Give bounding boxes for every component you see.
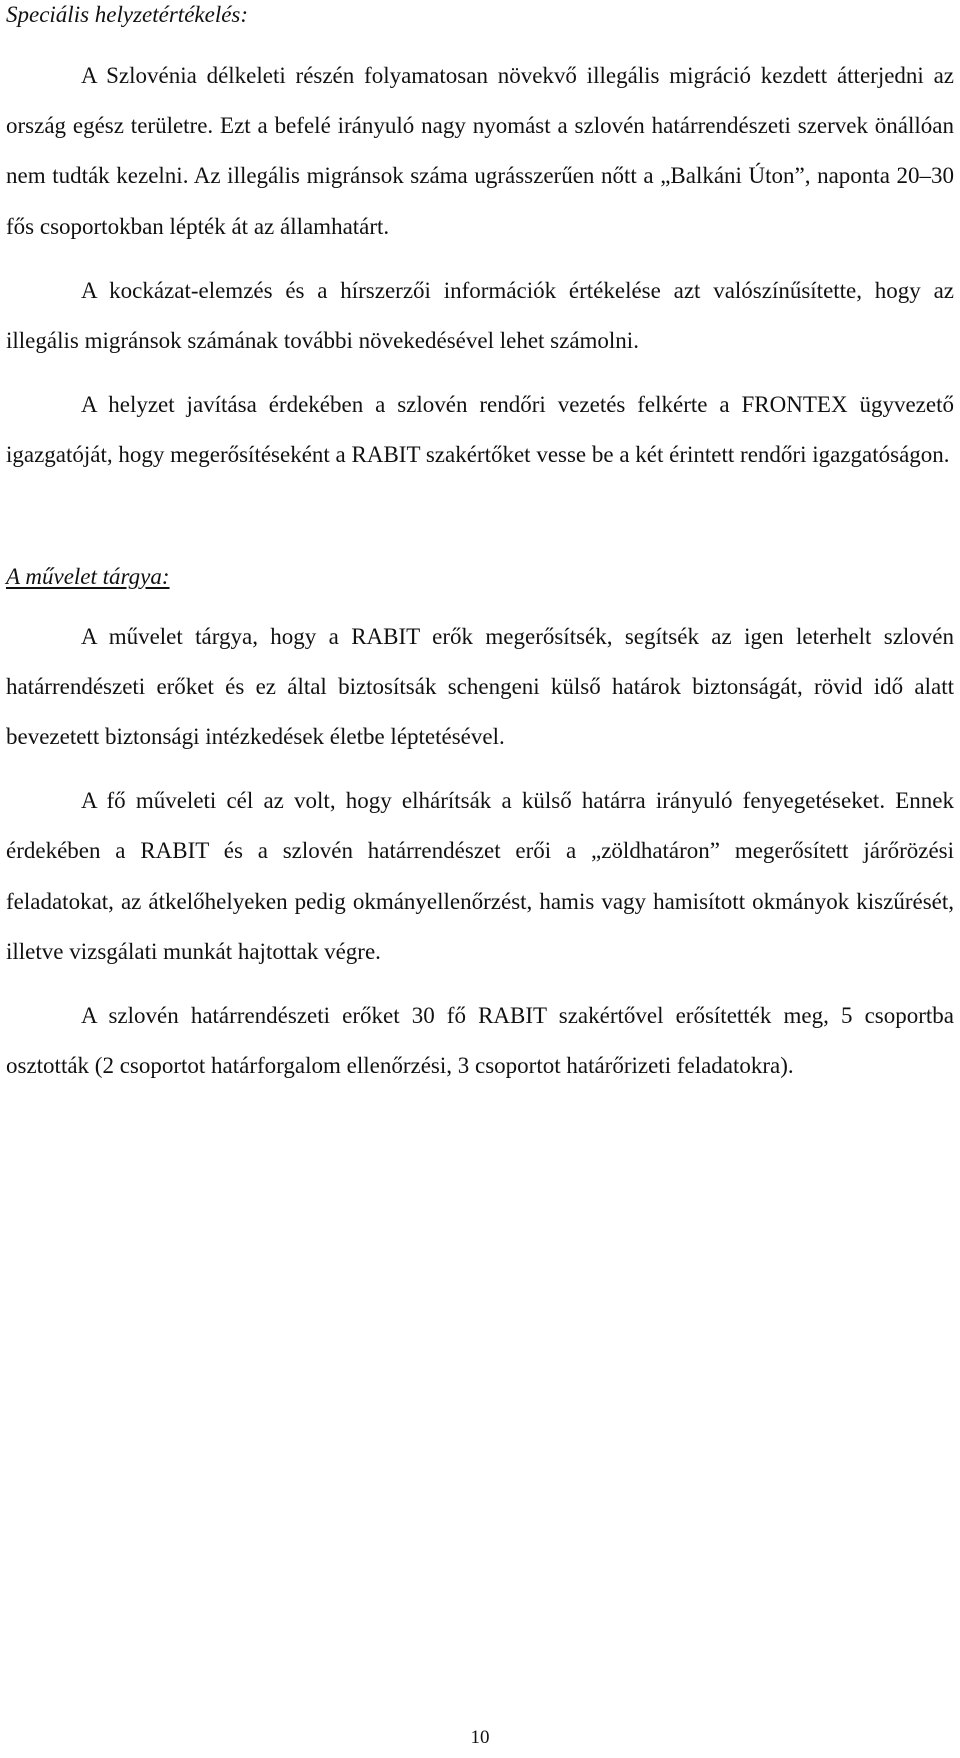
page-content bbox=[6, 0, 954, 1091]
paragraph-risk-analysis: A kockázat-elemzés és a hírszerzői információk értékelése azt valószínűsítette, hogy az illegális migránsok számának további növekedésével lehet számolni. bbox=[6, 277, 954, 354]
paragraph-operation-subject: A művelet tárgya, hogy a RABIT erők megerősítsék, segítsék az igen leterhelt szlovén határrendészeti erőket és ez által biztosítsák schengeni külső határok biztonságát, rövid idő alatt bevezetett biztonsági intézkedések életbe léptetésével. bbox=[6, 623, 954, 750]
section-heading-operation-subject: A művelet tárgya: bbox=[6, 563, 170, 589]
paragraph-operational-goal: A fő műveleti cél az volt, hogy elhárítsák a külső határra irányuló fenyegetéseket. Ennek érdekében a RABIT és a szlovén határrendészet erői a „zöldhatáron” megerősített járőrözési feladatokat, az átkelőhelyeken pedig okmányellenőrzést, hamis vagy hamisított okmányok kiszűrését, illetve vizsgálati munkát hajtottak végre. bbox=[6, 788, 954, 964]
page-number: 10 bbox=[470, 1727, 490, 1748]
paragraph-frontex-request: A helyzet javítása érdekében a szlovén rendőri vezetés felkérte a FRONTEX ügyvezető igazgatóját, hogy megerősítéseként a RABIT szakértőket vesse be a két érintett rendőri igazgatóságon. bbox=[6, 392, 954, 468]
section-heading-situation: Speciális helyzetértékelés: bbox=[6, 2, 249, 27]
paragraph-rabit-experts: A szlovén határrendészeti erőket 30 fő RABIT szakértővel erősítették meg, 5 csoportba osztották (2 csoportot határforgalom ellenőrzési, 3 csoportot határőrizeti feladatokra). bbox=[6, 1003, 954, 1079]
paragraph-migration-pressure: A Szlovénia délkeleti részén folyamatosan növekvő illegális migráció kezdett átterjedni az ország egész területre. Ezt a befelé irányuló nagy nyomást a szlovén határrendészeti szervek önállóan nem tudták kezelni. Az illegális migránsok száma ugrásszerűen nőtt a „Balkáni Úton”, naponta 20–30 fős csoportokban lépték át az államhatárt. bbox=[6, 63, 954, 239]
